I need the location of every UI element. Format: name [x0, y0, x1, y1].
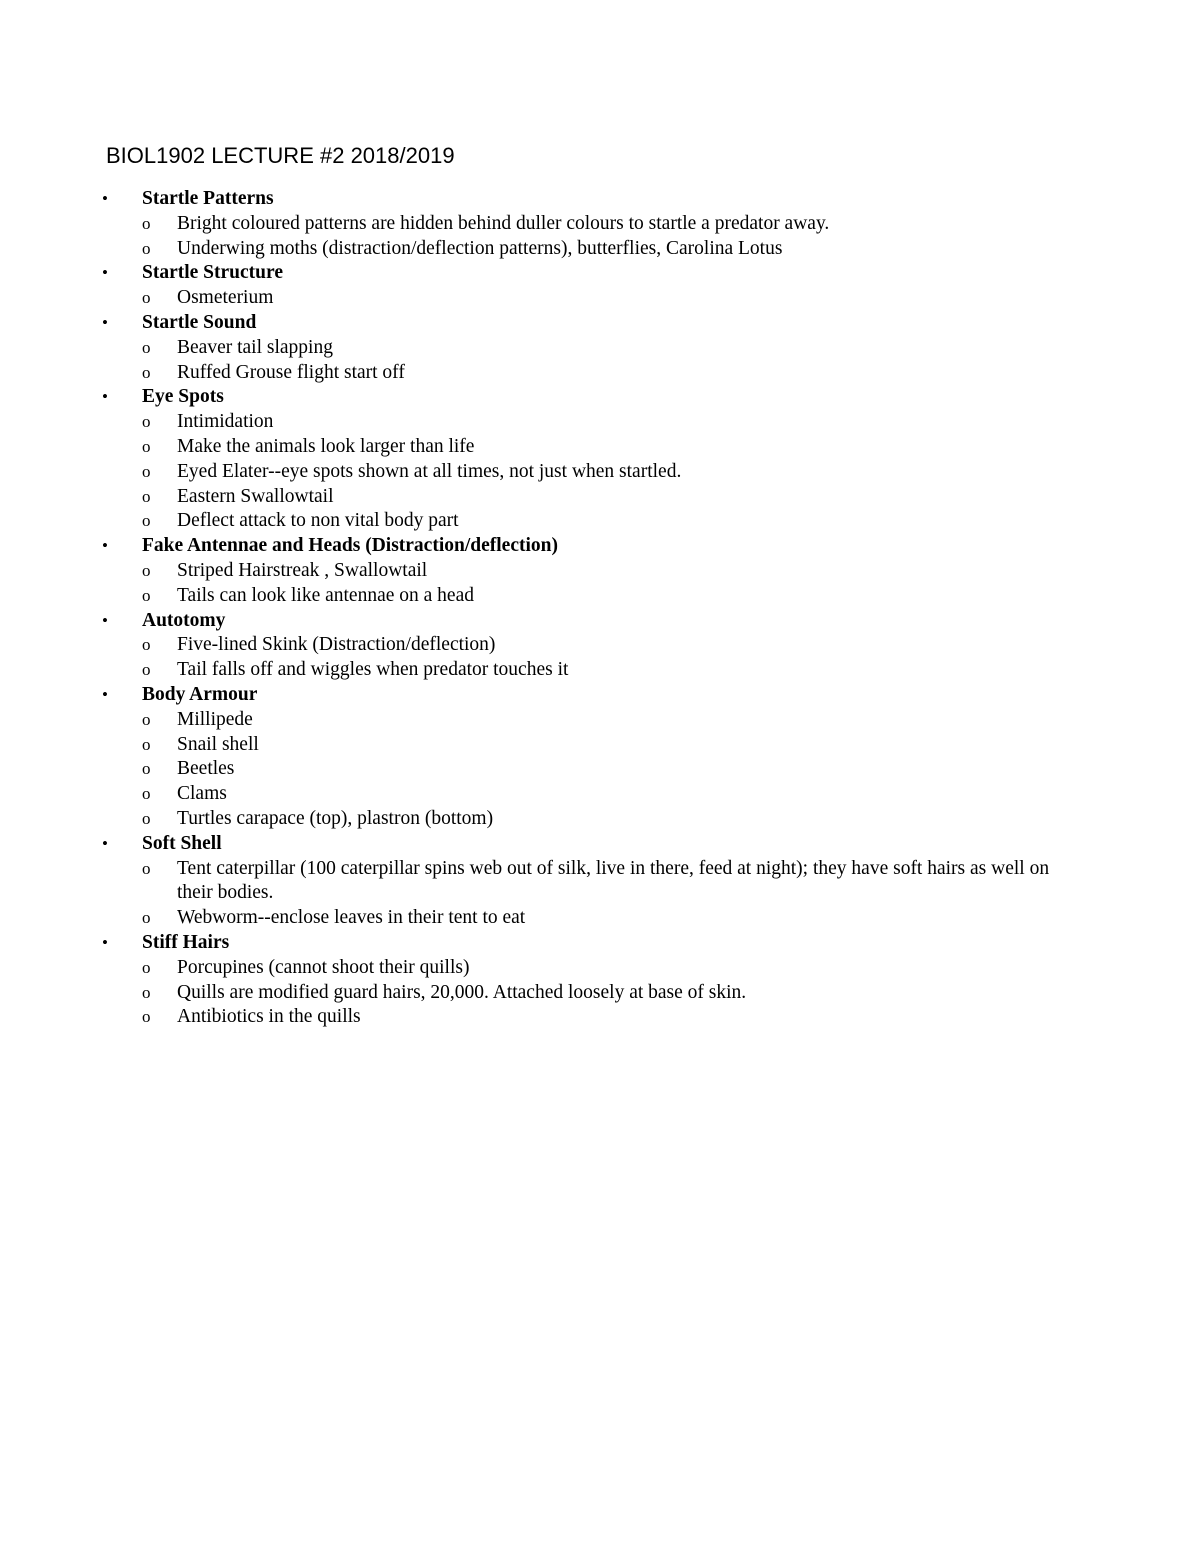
sub-bullet-icon: o	[142, 908, 151, 928]
point-text: Eyed Elater--eye spots shown at all times, not just when startled.	[177, 460, 682, 482]
outline-point	[0, 757, 1200, 782]
point-text: Bright coloured patterns are hidden behind duller colours to startle a predator away.	[177, 212, 830, 234]
point-text: Snail shell	[177, 733, 259, 755]
topic-heading: Fake Antennae and Heads (Distraction/deflection)	[142, 535, 558, 557]
document-title: BIOL1902 LECTURE #2 2018/2019	[106, 143, 455, 168]
bullet-dot-icon: •	[102, 312, 108, 332]
point-text: Make the animals look larger than life	[177, 435, 475, 457]
outline-point	[0, 956, 1200, 981]
sub-bullet-icon: o	[142, 238, 151, 258]
topic-heading: Body Armour	[142, 683, 258, 705]
bullet-dot-icon: •	[102, 387, 108, 407]
point-text: Tail falls off and wiggles when predator touches it	[177, 659, 569, 681]
point-text: Underwing moths (distraction/deflection patterns), butterflies, Carolina Lotus	[177, 237, 783, 259]
sub-bullet-icon: o	[142, 660, 151, 680]
outline-point	[0, 782, 1200, 807]
sub-bullet-icon: o	[142, 734, 151, 754]
sub-bullet-icon: o	[142, 957, 151, 977]
bullet-dot-icon: •	[102, 833, 108, 853]
point-text: Eastern Swallowtail	[177, 485, 334, 507]
outline-point	[0, 485, 1200, 510]
outline-topic	[0, 385, 1200, 410]
bullet-dot-icon: •	[102, 684, 108, 704]
point-text: Osmeterium	[177, 287, 274, 309]
point-text: Ruffed Grouse flight start off	[177, 361, 405, 383]
sub-bullet-icon: o	[142, 808, 151, 828]
point-text: Quills are modified guard hairs, 20,000. Attached loosely at base of skin.	[177, 981, 747, 1003]
sub-bullet-icon: o	[142, 585, 151, 605]
sub-bullet-icon: o	[142, 858, 151, 878]
topic-heading: Autotomy	[142, 609, 226, 631]
sub-bullet-icon: o	[142, 362, 151, 382]
outline-topic	[0, 187, 1200, 212]
outline-point	[0, 857, 1200, 907]
outline-point	[0, 807, 1200, 832]
point-text: Beetles	[177, 758, 235, 780]
sub-bullet-icon: o	[142, 635, 151, 655]
outline-point	[0, 584, 1200, 609]
bullet-dot-icon: •	[102, 536, 108, 556]
outline-point	[0, 237, 1200, 262]
sub-bullet-icon: o	[142, 709, 151, 729]
point-text: Millipede	[177, 708, 253, 730]
sub-bullet-icon: o	[142, 560, 151, 580]
sub-bullet-icon: o	[142, 288, 151, 308]
point-text: Webworm--enclose leaves in their tent to eat	[177, 907, 526, 929]
point-text: Striped Hairstreak , Swallowtail	[177, 559, 428, 581]
outline-topic	[0, 311, 1200, 336]
sub-bullet-icon: o	[142, 759, 151, 779]
sub-bullet-icon: o	[142, 461, 151, 481]
point-text: Five-lined Skink (Distraction/deflection)	[177, 634, 496, 656]
sub-bullet-icon: o	[142, 337, 151, 357]
bullet-dot-icon: •	[102, 189, 108, 208]
bullet-dot-icon: •	[102, 932, 108, 952]
point-text: Turtles carapace (top), plastron (bottom)	[177, 807, 494, 829]
topic-heading: Startle Patterns	[142, 188, 274, 209]
sub-bullet-icon: o	[142, 486, 151, 506]
point-text: Tails can look like antennae on a head	[177, 584, 474, 606]
point-text: Antibiotics in the quills	[177, 1006, 361, 1028]
outline-point	[0, 286, 1200, 311]
sub-bullet-icon: o	[142, 213, 151, 233]
outline-point	[0, 435, 1200, 460]
outline-point	[0, 906, 1200, 931]
sub-bullet-icon: o	[142, 436, 151, 456]
point-text: Beaver tail slapping	[177, 336, 333, 358]
outline-point	[0, 733, 1200, 758]
sub-bullet-icon: o	[142, 1007, 151, 1027]
outline-topic	[0, 261, 1200, 286]
topic-heading: Eye Spots	[142, 386, 224, 408]
outline-point	[0, 559, 1200, 584]
topic-heading: Startle Structure	[142, 262, 283, 284]
sub-bullet-icon: o	[142, 511, 151, 531]
sub-bullet-icon: o	[142, 412, 151, 432]
outline-point	[0, 981, 1200, 1006]
topic-heading: Startle Sound	[142, 311, 257, 333]
sub-bullet-icon: o	[142, 784, 151, 804]
point-text: Clams	[177, 783, 227, 805]
outline-topic	[0, 931, 1200, 956]
outline-topic	[0, 683, 1200, 708]
sub-bullet-icon: o	[142, 982, 151, 1002]
outline-point	[0, 460, 1200, 485]
outline-point	[0, 658, 1200, 683]
bullet-dot-icon: •	[102, 263, 108, 283]
outline-point	[0, 708, 1200, 733]
outline-point	[0, 633, 1200, 658]
outline-topic	[0, 832, 1200, 857]
point-text: Intimidation	[177, 411, 274, 433]
point-text: Porcupines (cannot shoot their quills)	[177, 956, 470, 978]
outline-point	[0, 509, 1200, 534]
topic-heading: Soft Shell	[142, 832, 222, 854]
lecture-outline	[0, 187, 1200, 1030]
outline-point	[0, 336, 1200, 361]
bullet-dot-icon: •	[102, 610, 108, 630]
outline-point	[0, 212, 1200, 237]
outline-point	[0, 1005, 1200, 1030]
outline-topic	[0, 609, 1200, 634]
outline-point	[0, 361, 1200, 386]
point-text: Tent caterpillar (100 caterpillar spins web out of silk, live in there, feed at night); they have soft hairs as well on their bodies.	[177, 857, 1050, 904]
outline-topic	[0, 534, 1200, 559]
topic-heading: Stiff Hairs	[142, 931, 230, 953]
point-text: Deflect attack to non vital body part	[177, 510, 459, 532]
outline-point	[0, 410, 1200, 435]
